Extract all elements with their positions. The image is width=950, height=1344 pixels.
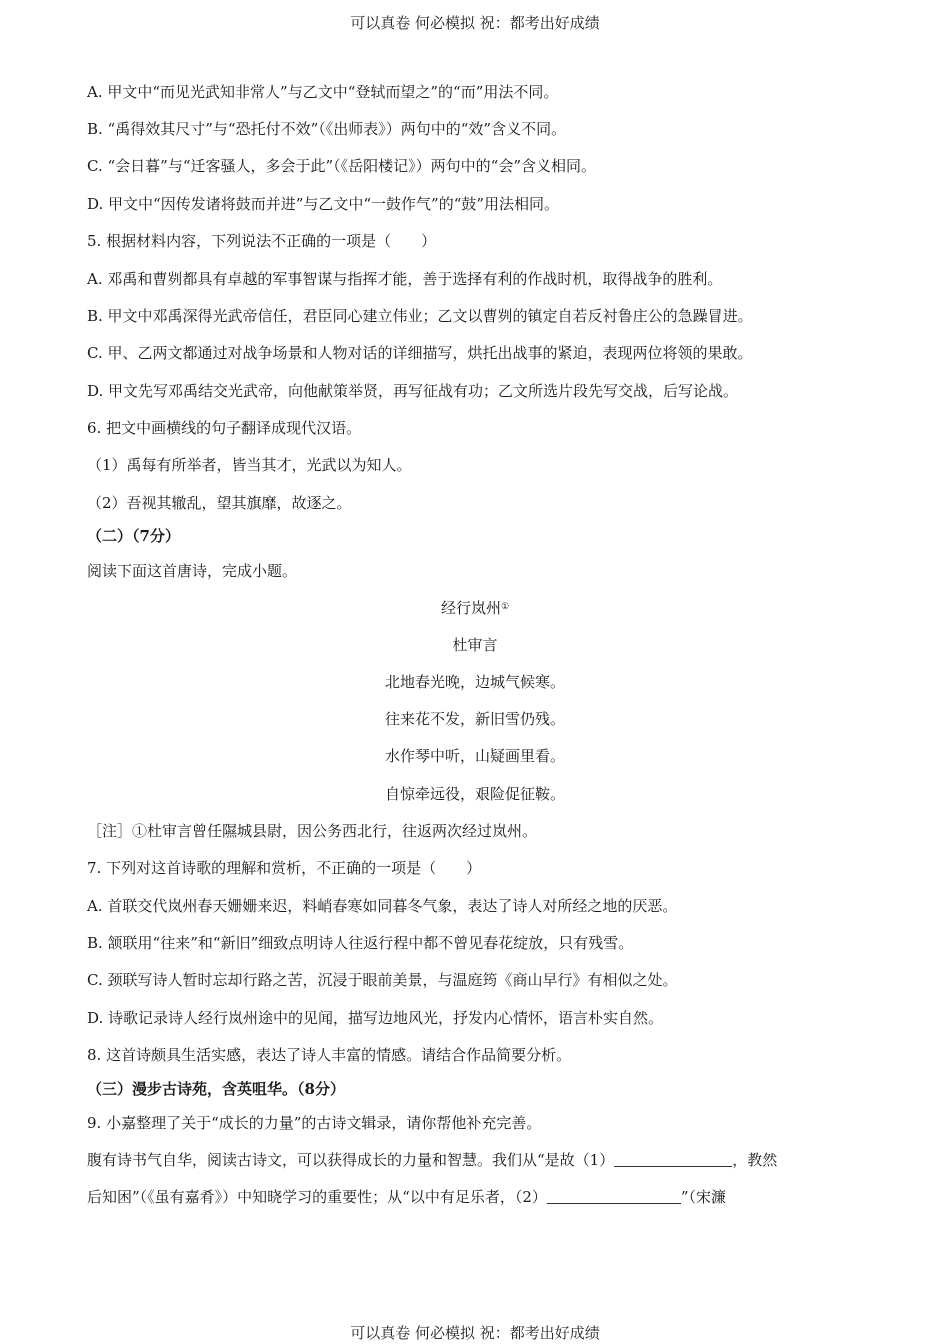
q6-item-1: （1）禹每有所举者，皆当其才，光武以为知人。 bbox=[87, 456, 412, 474]
q5-option-d: D. 甲文先写邓禹结交光武帝，向他献策举贤，再写征战有功；乙文所选片段先写交战，后写论战。 bbox=[87, 382, 739, 400]
poem-author: 杜审言 bbox=[452, 636, 498, 654]
page-header: 可以真卷 何必模拟 祝：都考出好成绩 bbox=[350, 14, 600, 32]
section-2-intro: 阅读下面这首唐诗，完成小题。 bbox=[87, 562, 298, 580]
poem-line-3: 水作琴中听，山疑画里看。 bbox=[384, 747, 565, 765]
fill-blank-1[interactable] bbox=[614, 1152, 732, 1167]
q5-option-c: C. 甲、乙两文都通过对战争场景和人物对话的详细描写，烘托出战事的紧迫，表现两位将领的果敢。 bbox=[87, 344, 753, 362]
q4-option-a: A. 甲文中“而见光武知非常人”与乙文中“登轼而望之”的“而”用法不同。 bbox=[87, 83, 559, 101]
poem-line-1: 北地春光晚，边城气候寒。 bbox=[384, 673, 565, 691]
q5-option-b: B. 甲文中邓禹深得光武帝信任，君臣同心建立伟业；乙文以曹刿的镇定自若反衬鲁庄公的急躁冒进。 bbox=[87, 307, 753, 325]
poem-line-2: 往来花不发，新旧雪仍残。 bbox=[384, 710, 565, 728]
q9-line-1-text-b: ，教然 bbox=[732, 1151, 778, 1169]
q9-paragraph-line-2 bbox=[87, 1187, 849, 1207]
q7-option-b: B. 颔联用“往来”和“新旧”细致点明诗人往返行程中都不曾见春花绽放，只有残雪。 bbox=[87, 934, 634, 952]
fill-blank-2[interactable] bbox=[547, 1189, 681, 1204]
q9-line-2-text-b: ”（宋濂 bbox=[680, 1188, 727, 1206]
q5-stem: 5. 根据材料内容，下列说法不正确的一项是（ ） bbox=[87, 232, 437, 250]
q7-stem: 7. 下列对这首诗歌的理解和赏析，不正确的一项是（ ） bbox=[87, 859, 482, 877]
q9-stem: 9. 小嘉整理了关于“成长的力量”的古诗文辑录，请你帮他补充完善。 bbox=[87, 1114, 542, 1132]
poem-title-text: 经行岚州 bbox=[440, 599, 501, 617]
q4-option-d: D. 甲文中“因传发诸将鼓而并进”与乙文中“一鼓作气”的“鼓”用法相同。 bbox=[87, 195, 560, 213]
q9-line-1-text-a: 腹有诗书气自华，阅读古诗文，可以获得成长的力量和智慧。我们从“是故（1） bbox=[87, 1151, 615, 1169]
q6-stem: 6. 把文中画横线的句子翻译成现代汉语。 bbox=[87, 419, 362, 437]
q4-option-c: C. “会日暮”与“迁客骚人，多会于此”（《岳阳楼记》）两句中的“会”含义相同。 bbox=[87, 157, 596, 175]
poem-title bbox=[0, 597, 950, 618]
section-2-heading: （二）（7分） bbox=[87, 527, 180, 545]
q8-stem: 8. 这首诗颇具生活实感，表达了诗人丰富的情感。请结合作品简要分析。 bbox=[87, 1046, 572, 1064]
q9-line-2-text-a: 后知困”（《虽有嘉肴》）中知晓学习的重要性；从“以中有足乐者，（2） bbox=[87, 1188, 547, 1206]
poem-note: ［注］①杜审言曾任隰城县尉，因公务西北行，往返两次经过岚州。 bbox=[87, 822, 538, 840]
q7-option-a: A. 首联交代岚州春天姗姗来迟，料峭春寒如同暮冬气象，表达了诗人对所经之地的厌恶。 bbox=[87, 897, 678, 915]
section-3-heading: （三）漫步古诗苑，含英咀华。（8分） bbox=[87, 1080, 345, 1098]
q5-option-a: A. 邓禹和曹刿都具有卓越的军事智谋与指挥才能，善于选择有利的作战时机，取得战争的胜利。 bbox=[87, 270, 723, 288]
q7-option-c: C. 颈联写诗人暂时忘却行路之苦，沉浸于眼前美景，与温庭筠《商山早行》有相似之处。 bbox=[87, 971, 678, 989]
poem-note-mark: ① bbox=[500, 602, 510, 612]
page-footer: 可以真卷 何必模拟 祝：都考出好成绩 bbox=[350, 1324, 600, 1342]
q7-option-d: D. 诗歌记录诗人经行岚州途中的见闻，描写边地风光，抒发内心情怀，语言朴实自然。 bbox=[87, 1009, 664, 1027]
q4-option-b: B. “禹得效其尺寸”与“恐托付不效”（《出师表》）两句中的“效”含义不同。 bbox=[87, 120, 567, 138]
q9-paragraph-line-1 bbox=[87, 1150, 849, 1170]
poem-line-4: 自惊牵远役，艰险促征鞍。 bbox=[384, 785, 565, 803]
q6-item-2: （2）吾视其辙乱，望其旗靡，故逐之。 bbox=[87, 494, 352, 512]
